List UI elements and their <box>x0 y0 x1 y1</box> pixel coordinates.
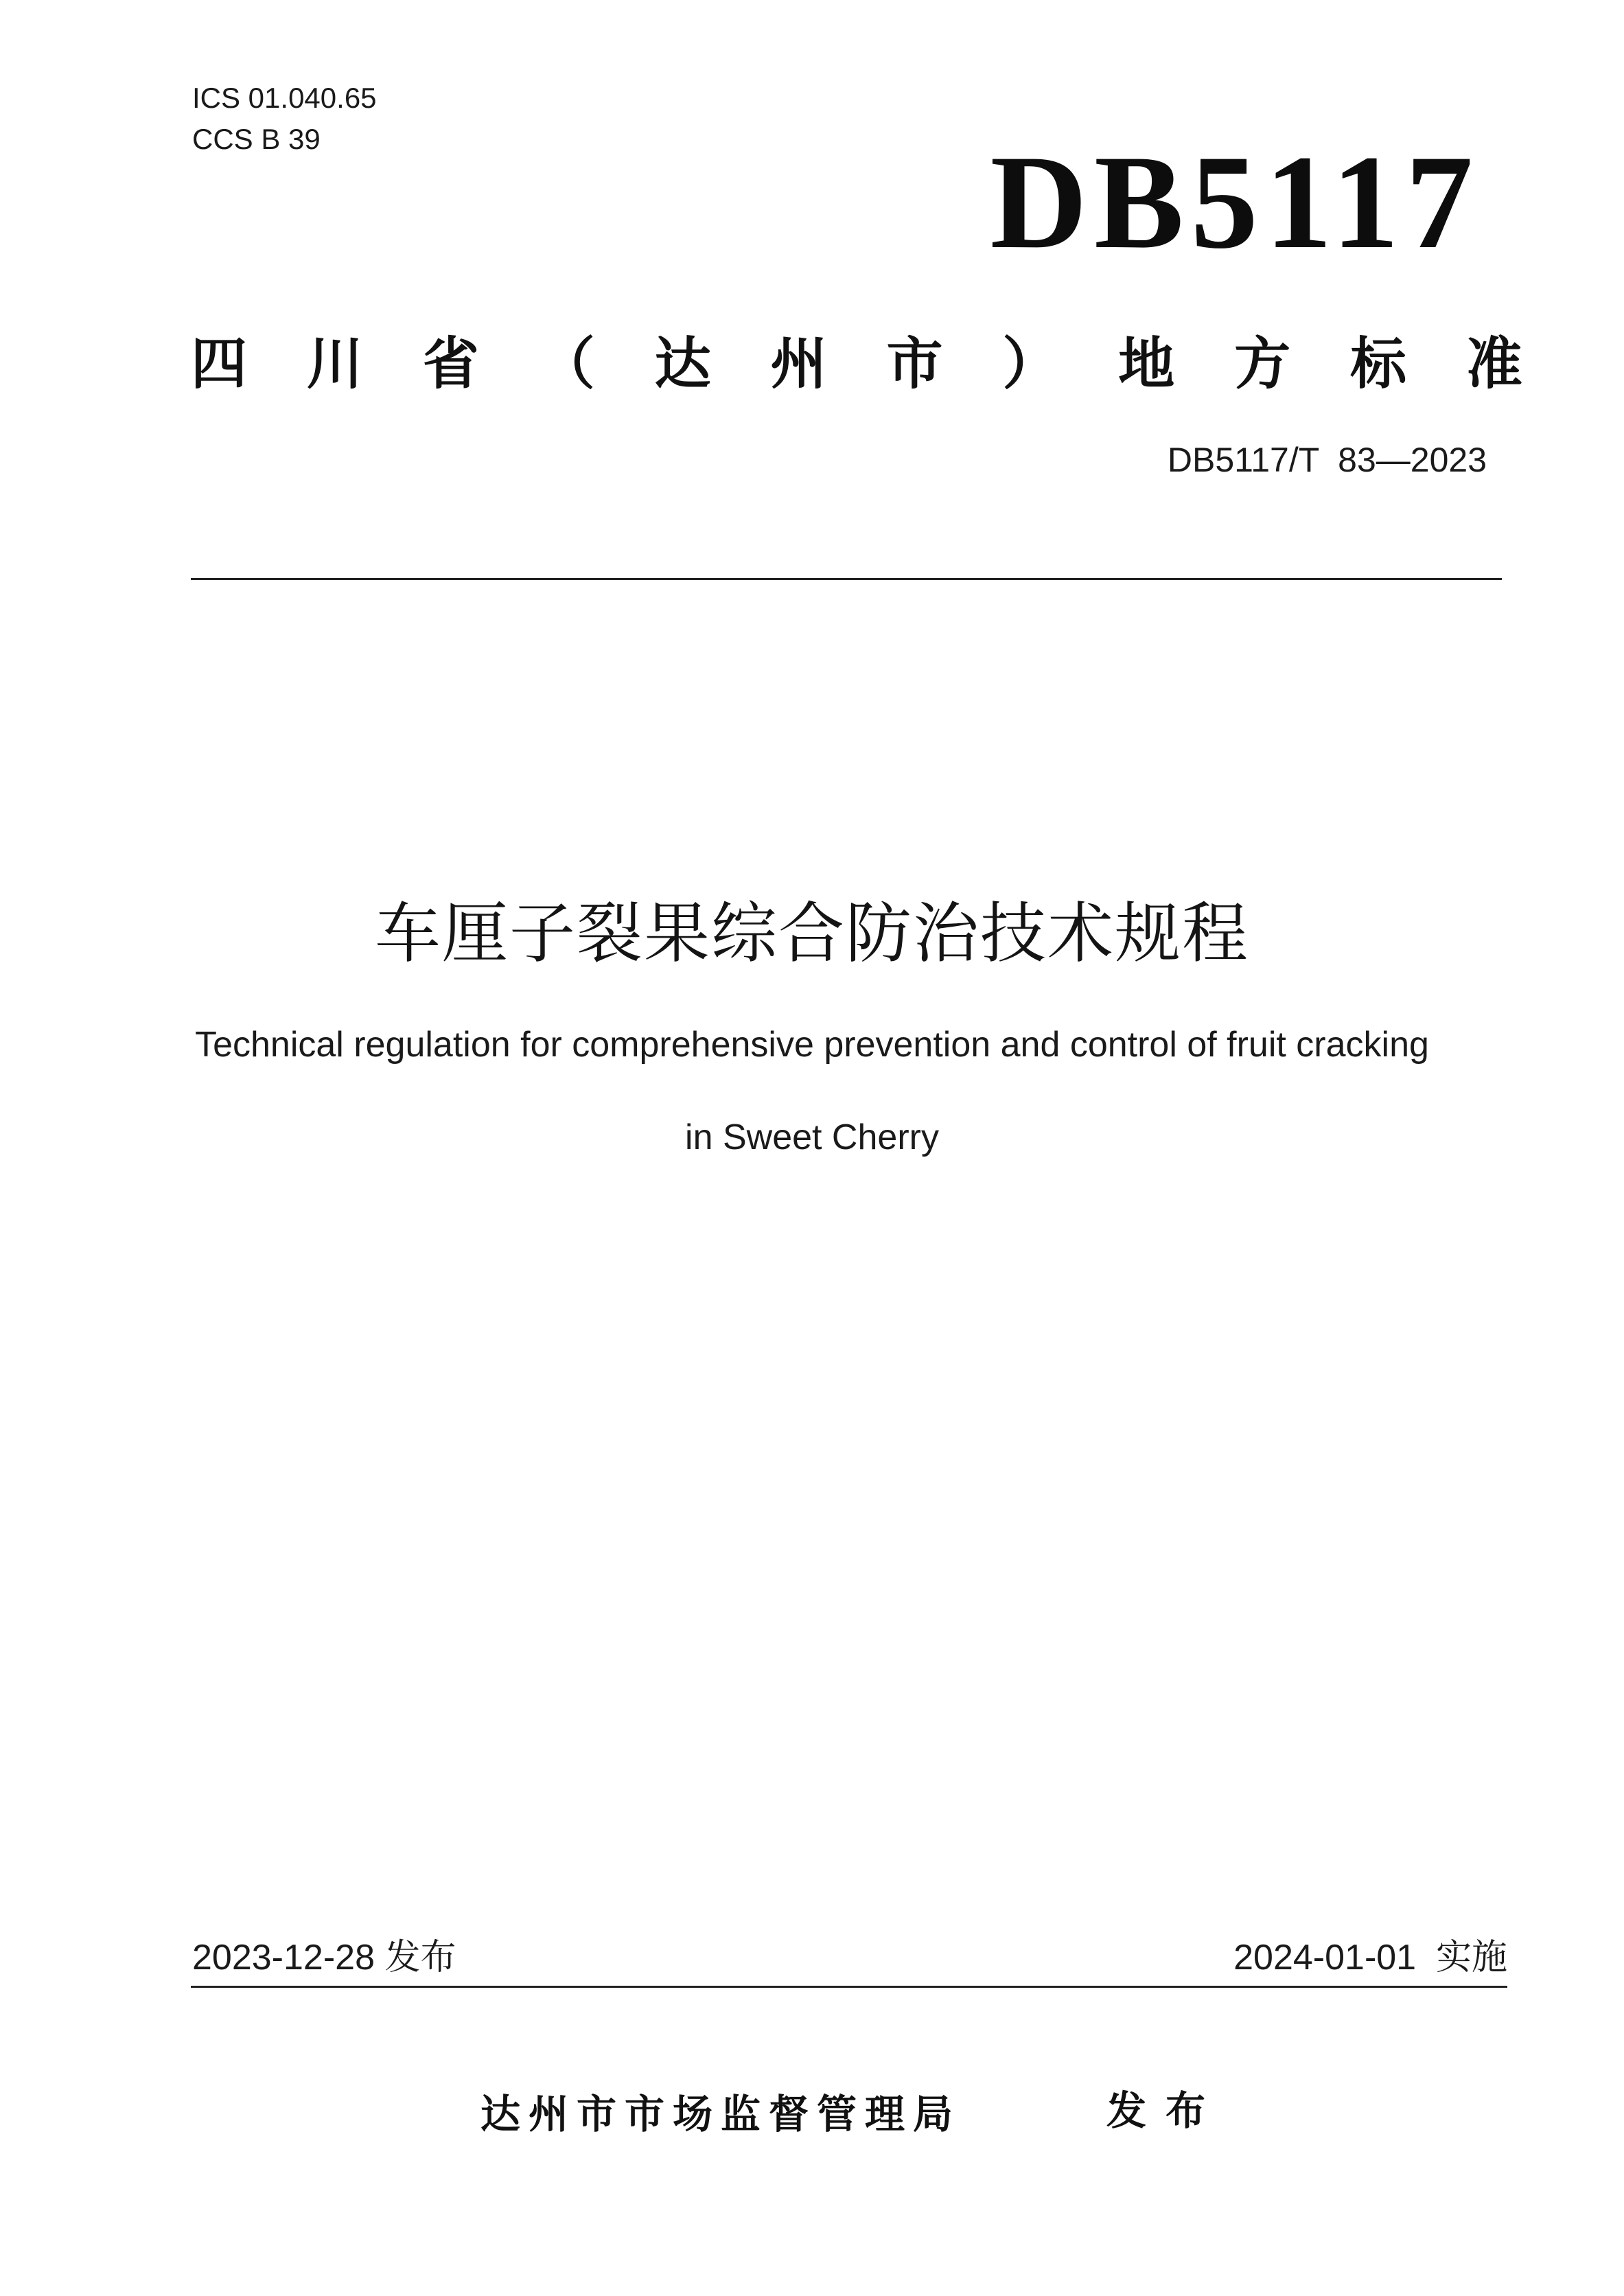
title-chinese: 车厘子裂果综合防治技术规程 <box>375 895 1249 972</box>
title-english-line2: in Sweet Cherry <box>685 1117 939 1157</box>
issue-date: 2023-12-28 发布 <box>192 1938 456 1978</box>
ccs-code: CCS B 39 <box>192 123 321 155</box>
standard-kind-char: ） <box>1002 331 1059 397</box>
standard-kind-char: 标 <box>1350 331 1407 397</box>
db-logo: DB5117 <box>990 128 1480 277</box>
standard-kind-char: 四 <box>191 331 248 397</box>
implementation-date: 2024-01-01 实施 <box>1233 1938 1507 1978</box>
standard-kind-char: 州 <box>770 331 827 397</box>
top-divider <box>191 578 1502 580</box>
bottom-divider <box>191 1986 1507 1988</box>
ics-code: ICS 01.040.65 <box>192 82 377 114</box>
standard-kind-char: 市 <box>886 331 943 397</box>
standard-code: DB5117/T 83—2023 <box>1167 441 1487 479</box>
standard-kind-heading <box>191 321 1522 397</box>
standard-kind-char: 准 <box>1465 331 1522 397</box>
publish-label: 发布 <box>1106 2087 1225 2134</box>
standard-kind-char: 地 <box>1118 331 1175 397</box>
standard-kind-char: 省 <box>422 331 479 397</box>
title-english-line1: Technical regulation for comprehensive prevention and control of fruit cracking <box>195 1025 1429 1065</box>
standard-kind-char: 方 <box>1234 331 1291 397</box>
standard-kind-char: （ <box>538 331 595 397</box>
standard-kind-char: 川 <box>306 331 363 397</box>
standard-kind-char: 达 <box>654 331 711 397</box>
publisher-name: 达州市市场监督管理局 <box>480 2091 962 2137</box>
